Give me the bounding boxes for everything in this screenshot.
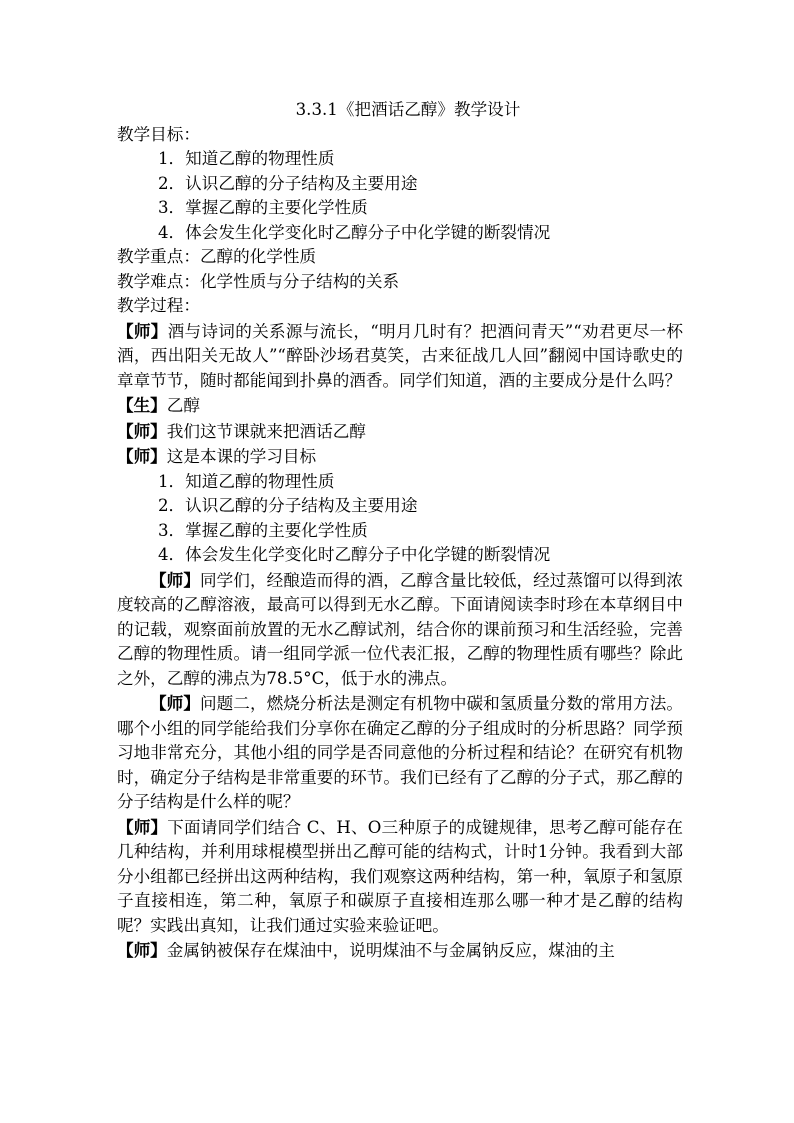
paragraph-text: 金属钠被保存在煤油中，说明煤油不与金属钠反应，煤油的主 xyxy=(166,941,615,960)
dialogue-paragraph-1 xyxy=(117,319,683,394)
speaker-label: 【师】 xyxy=(117,446,167,466)
process-heading: 教学过程： xyxy=(117,296,200,315)
speaker-label: 【师】 xyxy=(117,816,168,837)
speaker-label: 【师】 xyxy=(117,320,168,341)
dialogue-text: 乙醇 xyxy=(166,396,200,415)
dialogue-text: 我们这节课就来把酒话乙醇 xyxy=(166,421,366,441)
paragraph-text: 问题二，燃烧分析法是测定有机物中碳和氢质量分数的常用方法。哪个小组的同学能给我们分享你在确定乙醇的分子组成时的分析思路？同学预习地非常充分，其他小组的同学是否同意他的分析过程和结论？在研究有机物时，确定分子结构是非常重要的环节。我们已经有了乙醇的分子式，那乙醇的分子结构是什么样的呢？ xyxy=(117,694,684,811)
speaker-label: 【师】 xyxy=(117,420,167,441)
speaker-label: 【师】 xyxy=(150,569,200,590)
objective-item-2: 2．认识乙醇的分子结构及主要用途 xyxy=(158,173,418,193)
objective-repeat-item-3: 3．掌握乙醇的主要化学性质 xyxy=(158,520,368,540)
document-title: 3.3.1《把酒话乙醇》教学设计 xyxy=(295,100,521,119)
objective-repeat-item-2: 2．认识乙醇的分子结构及主要用途 xyxy=(158,496,418,515)
objective-repeat-item-4: 4．体会发生化学变化时乙醇分子中化学键的断裂情况 xyxy=(158,545,551,564)
objective-repeat-item-1: 1．知道乙醇的物理性质 xyxy=(158,471,335,491)
body-paragraph-1 xyxy=(117,568,683,692)
speaker-label: 【生】 xyxy=(117,395,167,415)
body-paragraph-3 xyxy=(117,815,683,939)
body-paragraph-2 xyxy=(117,691,683,815)
dialogue-text: 酒与诗词的关系源与流长，“明月几时有？把酒问青天”“劝君更尽一杯酒，西出阳关无故人”“醉卧沙场君莫笑，古来征战几人回”翻阅中国诗歌史的章章节节，随时都能闻到扑鼻的酒香。同学们知道，酒的主要成分是什么吗？ xyxy=(117,321,684,390)
dialogue-text: 这是本课的学习目标 xyxy=(166,447,317,466)
dialogue-paragraph-4 xyxy=(117,444,683,470)
document-body xyxy=(117,98,683,964)
paragraph-text: 同学们，经酿造而得的酒，乙醇含量比较低，经过蒸馏可以得到浓度较高的乙醇溶液，最高可以得到无水乙醇。下面请阅读李时珍在本草纲目中的记载，观察面前放置的无水乙醇试剂，结合你的课前预习和生活经验，完善乙醇的物理性质。请一组同学派一位代表汇报，乙醇的物理性质有哪些？除此之外，乙醇的沸点为78.5°C，低于水的沸点。 xyxy=(117,570,684,688)
dialogue-paragraph-2 xyxy=(117,393,683,419)
key-point: 教学重点：乙醇的化学性质 xyxy=(117,247,317,266)
objective-item-3: 3．掌握乙醇的主要化学性质 xyxy=(158,198,368,217)
speaker-label: 【师】 xyxy=(150,693,200,713)
speaker-label: 【师】 xyxy=(117,940,167,960)
objectives-heading: 教学目标： xyxy=(117,124,200,144)
difficult-point: 教学难点：化学性质与分子结构的关系 xyxy=(117,271,400,291)
body-paragraph-4 xyxy=(117,938,683,964)
objective-item-1: 1．知道乙醇的物理性质 xyxy=(158,149,335,168)
dialogue-paragraph-3 xyxy=(117,419,683,445)
objective-item-4: 4．体会发生化学变化时乙醇分子中化学键的断裂情况 xyxy=(158,222,551,242)
paragraph-text: 下面请同学们结合 C、H、O三种原子的成键规律，思考乙醇可能存在几种结构，并利用球棍模型拼出乙醇可能的结构式，计时1分钟。我看到大部分小组都已经拼出这两种结构，我们观察这两种结构，第一种，氧原子和氢原子直接相连，第二种，氧原子和碳原子直接相连那么哪一种才是乙醇的结构呢？实践出真知，让我们通过实验来验证吧。 xyxy=(117,817,684,935)
